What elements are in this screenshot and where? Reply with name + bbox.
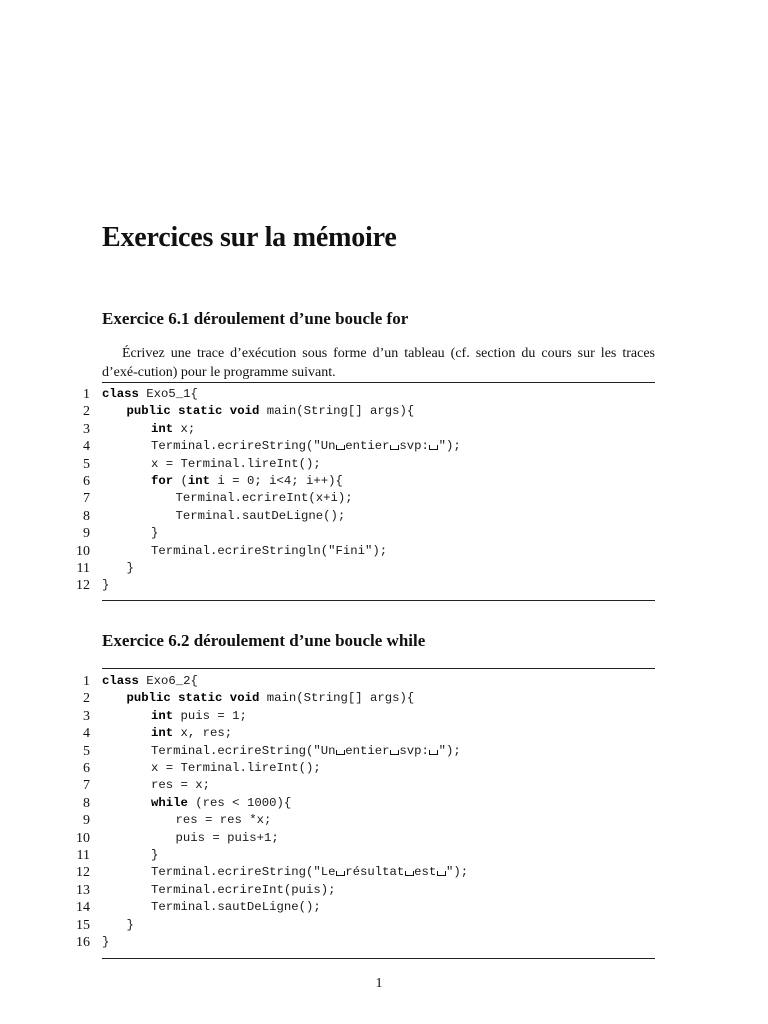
code-line bbox=[0, 543, 768, 560]
code-line bbox=[0, 577, 768, 594]
visible-space-icon bbox=[336, 871, 345, 876]
code-text bbox=[151, 525, 158, 542]
code-token: main(String[] args){ bbox=[259, 691, 415, 706]
code-line bbox=[0, 508, 768, 525]
code-text bbox=[176, 830, 279, 847]
line-number: 6 bbox=[83, 761, 90, 776]
code-line bbox=[0, 795, 768, 812]
code-token: entier bbox=[345, 743, 390, 758]
visible-space-icon bbox=[405, 871, 414, 876]
code-text bbox=[151, 899, 321, 916]
code-token: } bbox=[126, 917, 134, 932]
code-token: Terminal.sautDeLigne(); bbox=[175, 508, 346, 523]
code-bottom-rule-2 bbox=[102, 958, 655, 959]
code-top-rule-1 bbox=[102, 382, 655, 383]
code-token: Terminal.ecrireString("Le bbox=[151, 865, 336, 880]
code-token: puis = 1; bbox=[173, 708, 247, 723]
line-number: 6 bbox=[83, 474, 90, 489]
visible-space-icon bbox=[336, 750, 345, 755]
code-token: Exo5_1{ bbox=[138, 387, 198, 401]
code-token: } bbox=[126, 561, 134, 575]
visible-space-icon bbox=[336, 445, 345, 450]
line-number: 8 bbox=[83, 508, 90, 524]
code-token: "); bbox=[438, 439, 461, 454]
visible-space-icon bbox=[429, 445, 438, 450]
code-text bbox=[151, 473, 343, 490]
visible-space-icon bbox=[390, 445, 399, 450]
code-line bbox=[0, 743, 768, 760]
line-number: 3 bbox=[83, 708, 90, 724]
code-line bbox=[0, 777, 768, 794]
code-text bbox=[176, 490, 353, 507]
code-text bbox=[102, 577, 109, 594]
code-keyword: public static void bbox=[126, 691, 260, 706]
line-number: 2 bbox=[83, 404, 90, 420]
code-keyword: int bbox=[151, 726, 174, 741]
code-token: résultat bbox=[345, 865, 405, 880]
visible-space-icon bbox=[437, 871, 446, 876]
code-token: ( bbox=[173, 474, 188, 488]
code-token: } bbox=[151, 848, 159, 862]
code-token: i = 0; i<4; i++){ bbox=[210, 474, 343, 488]
code-token: entier bbox=[345, 439, 390, 454]
code-text bbox=[127, 690, 415, 707]
code-line bbox=[0, 708, 768, 725]
exercise-1-heading: Exercice 6.1 déroulement d’une boucle for bbox=[102, 309, 409, 328]
code-text bbox=[151, 421, 195, 438]
code-keyword: public static void bbox=[126, 404, 260, 419]
visible-space-icon bbox=[390, 750, 399, 755]
line-number: 10 bbox=[76, 830, 90, 846]
code-text bbox=[102, 934, 109, 951]
code-top-rule-2 bbox=[102, 668, 655, 669]
code-token: x, res; bbox=[173, 726, 233, 741]
code-text bbox=[151, 708, 247, 725]
code-text bbox=[151, 847, 158, 864]
code-line bbox=[0, 847, 768, 864]
code-line bbox=[0, 560, 768, 577]
line-number: 5 bbox=[83, 456, 90, 472]
code-token: puis = puis+1; bbox=[175, 830, 279, 845]
line-number: 4 bbox=[83, 439, 90, 455]
code-line bbox=[0, 673, 768, 690]
line-number: 7 bbox=[83, 491, 90, 507]
line-number: 1 bbox=[83, 387, 90, 402]
code-token: } bbox=[151, 526, 159, 541]
code-text bbox=[151, 543, 387, 560]
code-keyword: int bbox=[187, 474, 211, 488]
code-token: svp: bbox=[399, 743, 429, 758]
code-text bbox=[102, 673, 198, 690]
code-line bbox=[0, 438, 768, 455]
line-number: 11 bbox=[76, 848, 90, 863]
code-token: main(String[] args){ bbox=[259, 404, 415, 419]
code-token: x = Terminal.lireInt(); bbox=[151, 456, 321, 471]
code-token: } bbox=[102, 578, 110, 593]
code-token: Terminal.ecrireInt(puis); bbox=[151, 882, 336, 897]
code-line bbox=[0, 525, 768, 542]
code-line bbox=[0, 864, 768, 881]
code-token: "); bbox=[446, 865, 469, 880]
code-line bbox=[0, 760, 768, 777]
line-number: 4 bbox=[83, 726, 90, 742]
line-number: 16 bbox=[76, 935, 90, 950]
line-number: 2 bbox=[83, 691, 90, 707]
code-text bbox=[127, 560, 134, 577]
code-token: "); bbox=[438, 743, 461, 758]
line-number: 14 bbox=[76, 900, 90, 916]
code-text bbox=[151, 743, 461, 760]
line-number: 13 bbox=[76, 882, 90, 898]
code-line bbox=[0, 421, 768, 438]
code-line bbox=[0, 882, 768, 899]
code-keyword: int bbox=[151, 708, 174, 723]
code-line bbox=[0, 456, 768, 473]
code-text bbox=[151, 795, 291, 812]
line-number: 12 bbox=[76, 578, 90, 594]
code-token: Terminal.ecrireString("Un bbox=[151, 743, 336, 758]
code-token: x; bbox=[173, 421, 196, 436]
code-line bbox=[0, 473, 768, 490]
code-token: res = x; bbox=[151, 778, 211, 793]
code-text bbox=[151, 725, 232, 742]
line-number: 9 bbox=[83, 813, 90, 829]
line-number: 15 bbox=[76, 917, 90, 933]
code-text bbox=[127, 403, 415, 420]
code-line bbox=[0, 725, 768, 742]
code-token: } bbox=[102, 935, 110, 949]
exercise-1-instructions bbox=[102, 344, 655, 382]
code-line bbox=[0, 812, 768, 829]
code-text bbox=[151, 456, 321, 473]
line-number: 3 bbox=[83, 421, 90, 437]
code-token: svp: bbox=[399, 439, 429, 454]
visible-space-icon bbox=[429, 750, 438, 755]
code-token: x = Terminal.lireInt(); bbox=[151, 761, 321, 775]
code-line bbox=[0, 386, 768, 403]
line-number: 11 bbox=[76, 561, 90, 576]
line-number: 7 bbox=[83, 778, 90, 794]
line-number: 5 bbox=[83, 743, 90, 759]
code-line bbox=[0, 917, 768, 934]
line-number: 1 bbox=[83, 674, 90, 689]
code-token: Terminal.ecrireStringln("Fini"); bbox=[151, 543, 388, 558]
page-title: Exercices sur la mémoire bbox=[102, 222, 397, 253]
code-line bbox=[0, 934, 768, 951]
code-keyword: class bbox=[102, 387, 139, 401]
code-text bbox=[176, 508, 346, 525]
code-token: Terminal.ecrireInt(x+i); bbox=[175, 491, 353, 506]
code-line bbox=[0, 403, 768, 420]
code-token: Terminal.sautDeLigne(); bbox=[151, 900, 321, 915]
code-line bbox=[0, 690, 768, 707]
code-token: (res < 1000){ bbox=[187, 795, 292, 810]
code-keyword: while bbox=[151, 795, 188, 810]
exercise-1-intro-text: Écrivez une trace d’exécution sous forme d’un tableau (cf. section du cours sur les traces d’exé-cution) pour le programme suivant. bbox=[102, 346, 655, 380]
code-text bbox=[151, 438, 461, 455]
code-token: Exo6_2{ bbox=[138, 674, 198, 688]
line-number: 12 bbox=[76, 865, 90, 881]
code-keyword: for bbox=[151, 474, 174, 488]
code-line bbox=[0, 899, 768, 916]
code-text bbox=[151, 864, 468, 881]
code-text bbox=[151, 777, 210, 794]
code-text bbox=[151, 882, 335, 899]
code-text bbox=[127, 917, 134, 934]
page-number: 1 bbox=[375, 976, 383, 991]
exercise-2-heading: Exercice 6.2 déroulement d’une boucle while bbox=[102, 631, 426, 650]
code-line bbox=[0, 490, 768, 507]
line-number: 8 bbox=[83, 795, 90, 811]
code-bottom-rule-1 bbox=[102, 600, 655, 601]
code-keyword: int bbox=[151, 421, 174, 436]
line-number: 9 bbox=[83, 526, 90, 542]
code-text bbox=[151, 760, 321, 777]
line-number: 10 bbox=[76, 543, 90, 559]
code-token: est bbox=[414, 865, 437, 880]
code-token: Terminal.ecrireString("Un bbox=[151, 439, 336, 454]
code-keyword: class bbox=[102, 674, 139, 688]
code-token: res = res *x; bbox=[175, 813, 272, 828]
code-line bbox=[0, 830, 768, 847]
code-text bbox=[176, 812, 272, 829]
code-text bbox=[102, 386, 198, 403]
